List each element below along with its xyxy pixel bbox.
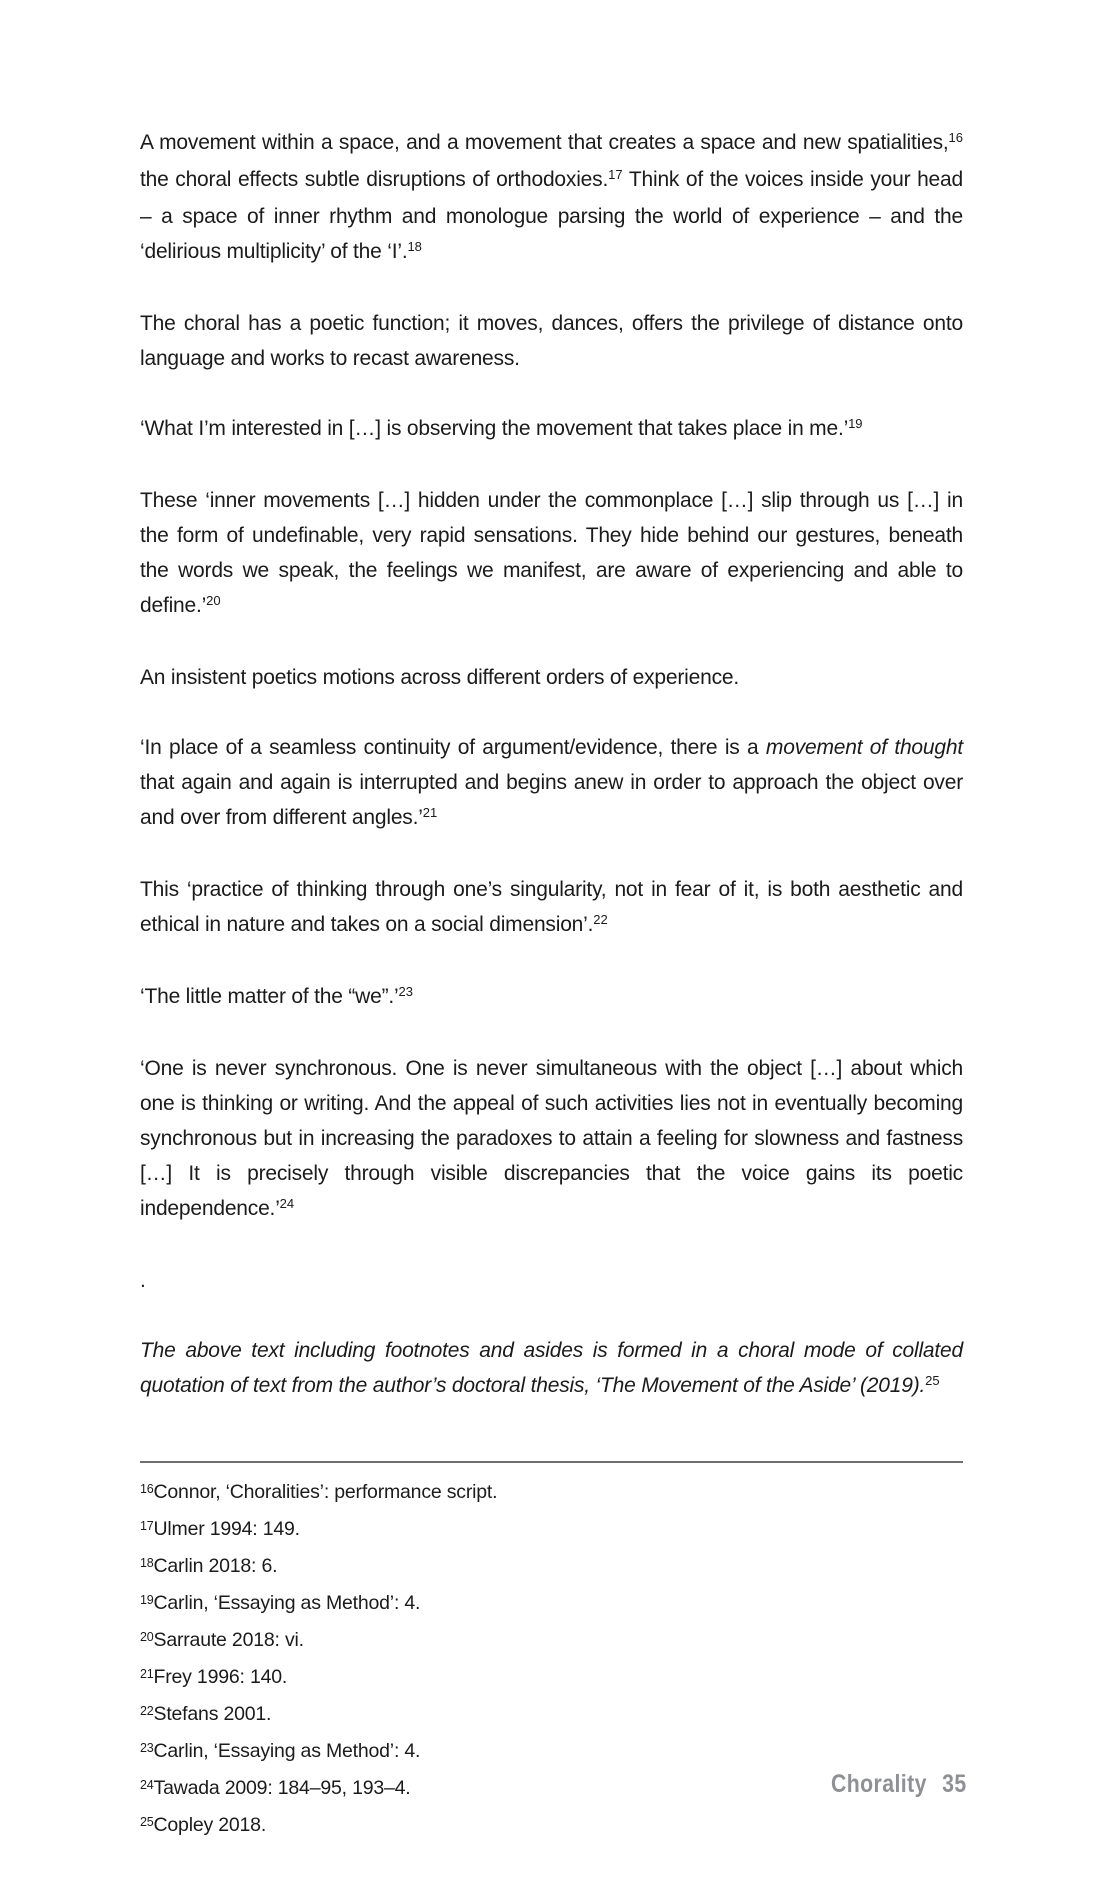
- footnote-text: Connor, ‘Choralities’: performance script.: [153, 1481, 498, 1503]
- footnote-ref: 17: [608, 167, 623, 182]
- footnote-item: [140, 1738, 963, 1766]
- para-lone-dot: [140, 1263, 963, 1298]
- body-text: ‘The little matter of the “we”.’: [140, 985, 399, 1008]
- body-text: .: [140, 1269, 146, 1292]
- footnote-number: 16: [140, 1482, 154, 1496]
- footnote-ref: 24: [279, 1196, 295, 1211]
- body-text: the choral effects subtle disruptions of orthodoxies.: [140, 168, 609, 191]
- body-text: ‘What I’m interested in […] is observing the movement that takes place in me.’: [140, 417, 849, 440]
- footnote-item: [140, 1516, 963, 1544]
- footnote-ref: 23: [398, 984, 413, 999]
- page-footer: [831, 1770, 967, 1799]
- body-text: The choral has a poetic function; it moves, dances, offers the privilege of distance onto language and works to recast awareness.: [140, 312, 963, 370]
- footnote-ref: 19: [848, 416, 863, 431]
- para-movement-of-thought: [140, 730, 963, 837]
- body-text: These ‘inner movements […] hidden under the commonplace […] slip through us […] in the form of undefinable, very rapid sensations. They hide behind our gestures, beneath the words we speak, the feelings we manifest, are aware of experiencing and able to define.’: [140, 489, 963, 617]
- footnote-number: 21: [140, 1667, 154, 1681]
- footnote-number: 18: [140, 1556, 154, 1570]
- footnote-item: [140, 1812, 963, 1840]
- para-movement-space: [140, 125, 963, 271]
- footnote-item: [140, 1590, 963, 1618]
- para-never-synchronous: [140, 1051, 963, 1228]
- footnote-item: [140, 1664, 963, 1692]
- footnote-item: [140, 1627, 963, 1655]
- footnote-text: Sarraute 2018: vi.: [153, 1629, 304, 1651]
- body-text: The above text including footnotes and asides is formed in a choral mode of collated quotation of text from the author’s doctoral thesis, ‘The Movement of the Aside’ (2019).: [140, 1339, 963, 1397]
- footnote-ref: 21: [422, 805, 438, 820]
- para-what-im-interested-in: [140, 411, 963, 448]
- footnote-text: Copley 2018.: [153, 1814, 267, 1836]
- footnote-ref: 22: [593, 912, 608, 927]
- footnote-item: [140, 1701, 963, 1729]
- footnote-ref: 16: [948, 130, 963, 145]
- footnote-text: Tawada 2009: 184–95, 193–4.: [153, 1777, 411, 1799]
- footnote-text: Carlin 2018: 6.: [153, 1555, 278, 1577]
- footnote-text: Frey 1996: 140.: [153, 1666, 288, 1688]
- body-text: An insistent poetics motions across different orders of experience.: [140, 666, 740, 689]
- footnote-text: Ulmer 1994: 149.: [153, 1518, 300, 1540]
- body-text: A movement within a space, and a movement that creates a space and new spatialities,: [140, 131, 949, 154]
- para-practice-of-thinking: [140, 872, 963, 944]
- footnote-ref: 25: [925, 1373, 940, 1388]
- body-text: ‘One is never synchronous. One is never simultaneous with the object […] about which one is thinking or writing. And the appeal of such activities lies not in eventually becoming synchronous but in increasing the paradoxes to attain a feeling for slowness and fastness […] It is precisely through visible discrepancies that the voice gains its poetic independence.’: [140, 1057, 963, 1220]
- footnote-number: 24: [140, 1778, 154, 1792]
- footnote-number: 17: [140, 1519, 154, 1533]
- footnote-separator: [140, 1461, 963, 1463]
- footnote-item: [140, 1553, 963, 1581]
- body-text: Think of the voices inside your head – a space of inner rhythm and monologue parsing the world of experience – and the ‘delirious multiplicity’ of the ‘I’.: [140, 168, 963, 263]
- footnote-text: Carlin, ‘Essaying as Method’: 4.: [153, 1740, 421, 1762]
- running-title: Chorality: [831, 1770, 928, 1798]
- footnote-number: 20: [140, 1630, 154, 1644]
- footnote-ref: 20: [206, 593, 221, 608]
- body-text: This ‘practice of thinking through one’s singularity, not in fear of it, is both aesthetic and ethical in nature and takes on a social dimension’.: [140, 878, 963, 936]
- page-content: [140, 125, 963, 1849]
- footnote-number: 25: [140, 1815, 154, 1829]
- body-text: ‘In place of a seamless continuity of argument/evidence, there is a: [140, 736, 766, 759]
- para-little-matter-we: [140, 979, 963, 1016]
- para-author-note: [140, 1333, 963, 1405]
- footnote-item: [140, 1479, 963, 1507]
- footnote-ref: 18: [407, 239, 422, 254]
- para-inner-movements: [140, 483, 963, 625]
- emphasized-text: movement of thought: [765, 736, 963, 759]
- body-paragraphs: [140, 125, 963, 1405]
- page-number: 35: [942, 1770, 967, 1798]
- footnote-text: Carlin, ‘Essaying as Method’: 4.: [153, 1592, 421, 1614]
- para-insistent-poetics: [140, 660, 963, 695]
- footnote-text: Stefans 2001.: [153, 1703, 272, 1725]
- footnote-number: 22: [140, 1704, 154, 1718]
- body-text: that again and again is interrupted and begins anew in order to approach the object over and over from different angles.’: [140, 771, 963, 829]
- para-choral-poetic-function: [140, 306, 963, 376]
- footnote-number: 23: [140, 1741, 154, 1755]
- footnote-number: 19: [140, 1593, 154, 1607]
